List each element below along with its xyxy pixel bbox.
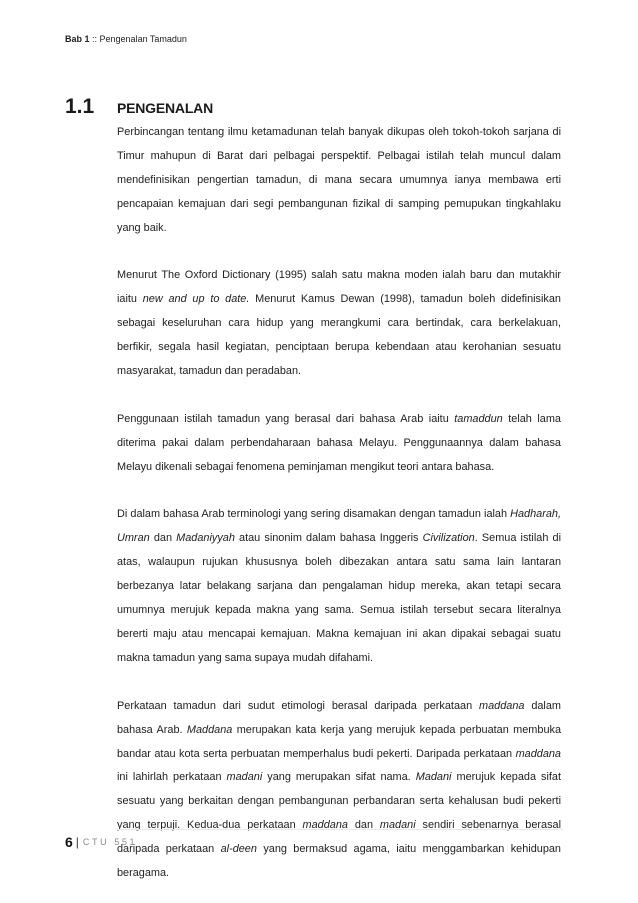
text-run: yang bermaksud agama, iaitu menggambarkan kehidupan beragama.	[117, 843, 561, 880]
text-run: atau sinonim dalam bahasa Inggeris	[234, 532, 423, 545]
text-run: sendiri sebenarnya berasal daripada perkataan	[117, 819, 561, 856]
italic-term: tamaddun	[454, 412, 503, 425]
italic-term: maddana	[302, 819, 348, 832]
italic-term: madani	[226, 771, 263, 784]
text-run: dan	[149, 532, 177, 545]
running-header	[65, 34, 187, 44]
text-run: Perkataan tamadun dari sudut etimologi berasal daripada perkataan	[117, 699, 480, 712]
text-run: dalam bahasa Arab.	[117, 699, 561, 736]
italic-term: Maddana	[186, 723, 233, 736]
text-run: Perbincangan tentang ilmu ketamadunan telah banyak dikupas oleh tokoh-tokoh sarjana di Timur mahupun di Barat dari pelbagai perspektif. Pelbagai istilah telah muncul dalam mendefinisikan pengertian tamadun, di mana secara umumnya ianya membawa erti pencapaian kemajuan dari segi pembangunan fizikal di samping pemupukan tingkahlaku yang baik.	[117, 126, 561, 234]
text-run: dan	[347, 819, 380, 832]
chapter-label: Bab 1	[65, 34, 90, 44]
text-run: Penggunaan istilah tamadun yang berasal dari bahasa Arab iaitu	[117, 412, 455, 425]
text-run: merujuk kepada sifat sesuatu yang berkaitan dengan pembangunan perbandaran serta kehalusan budi pekerti yang terpuji. Kedua-dua perkataan	[117, 771, 561, 832]
section-heading	[65, 95, 213, 119]
text-run: Menurut The Oxford Dictionary (1995) salah satu makna moden ialah baru dan mutakhir iaitu	[117, 269, 561, 306]
page-footer	[65, 834, 137, 850]
header-separator: ::	[89, 34, 100, 44]
paragraph-3	[117, 408, 561, 480]
italic-term: maddana	[515, 747, 561, 760]
text-run: Di dalam bahasa Arab terminologi yang sering disamakan dengan tamadun ialah	[117, 508, 511, 521]
text-run: . Semua istilah di atas, walaupun rujukan khususnya boleh dibezakan antara satu sama lain lantaran berbezanya latar belakang sarjana dan pengalaman hidup mereka, akan tetapi secara umumnya merujuk kepada makna yang sama. Semua istilah tersebut secara literalnya bererti maju atau mencapai kemajuan. Makna kemajuan ini akan dipakai sebagai suatu makna tamadun yang sama supaya mudah difahami.	[117, 532, 561, 664]
italic-term: Hadharah, Umran	[117, 508, 561, 545]
text-run: Menurut Kamus Dewan (1998), tamadun boleh didefinisikan sebagai keseluruhan cara hidup yang merangkumi cara bertindak, cara berkelakuan, berfikir, segala hasil kegiatan, penciptaan berupa kebendaan atau kerohanian sesuatu masyarakat, tamadun dan peradaban.	[117, 293, 561, 378]
italic-term: al-deen	[220, 843, 257, 856]
italic-term: Madaniyyah	[176, 532, 235, 545]
text-run: yang merupakan sifat nama.	[262, 771, 416, 784]
paragraph-1	[117, 121, 561, 241]
paragraph-4	[117, 503, 561, 670]
course-code: CTU 551	[82, 837, 138, 847]
body-text	[117, 121, 561, 886]
text-run: ini lahirlah perkataan	[117, 771, 227, 784]
italic-term: maddana	[479, 699, 525, 712]
footer-separator: |	[75, 835, 79, 849]
page-number: 6	[65, 834, 73, 850]
section-number: 1.1	[65, 95, 95, 118]
text-run: telah lama diterima pakai dalam perbendaharaan bahasa Melayu. Penggunaannya dalam bahasa Melayu dikenali sebagai fenomena peminjaman mengikut teori antara bahasa.	[117, 412, 561, 473]
italic-term: madani	[379, 819, 416, 832]
text-run: merupakan kata kerja yang merujuk kepada perbuatan membuka bandar atau kota serta perbuatan memperhalus budi pekerti. Daripada perkataan	[117, 723, 561, 760]
paragraph-2	[117, 264, 561, 384]
italic-term: Madani	[415, 771, 452, 784]
section-title: PENGENALAN	[117, 100, 214, 116]
paragraph-5	[117, 695, 561, 886]
footer-rule	[117, 829, 563, 830]
chapter-title: Pengenalan Tamadun	[99, 34, 187, 44]
italic-term: Civilization	[422, 532, 475, 545]
italic-term: new and up to date.	[142, 293, 250, 306]
